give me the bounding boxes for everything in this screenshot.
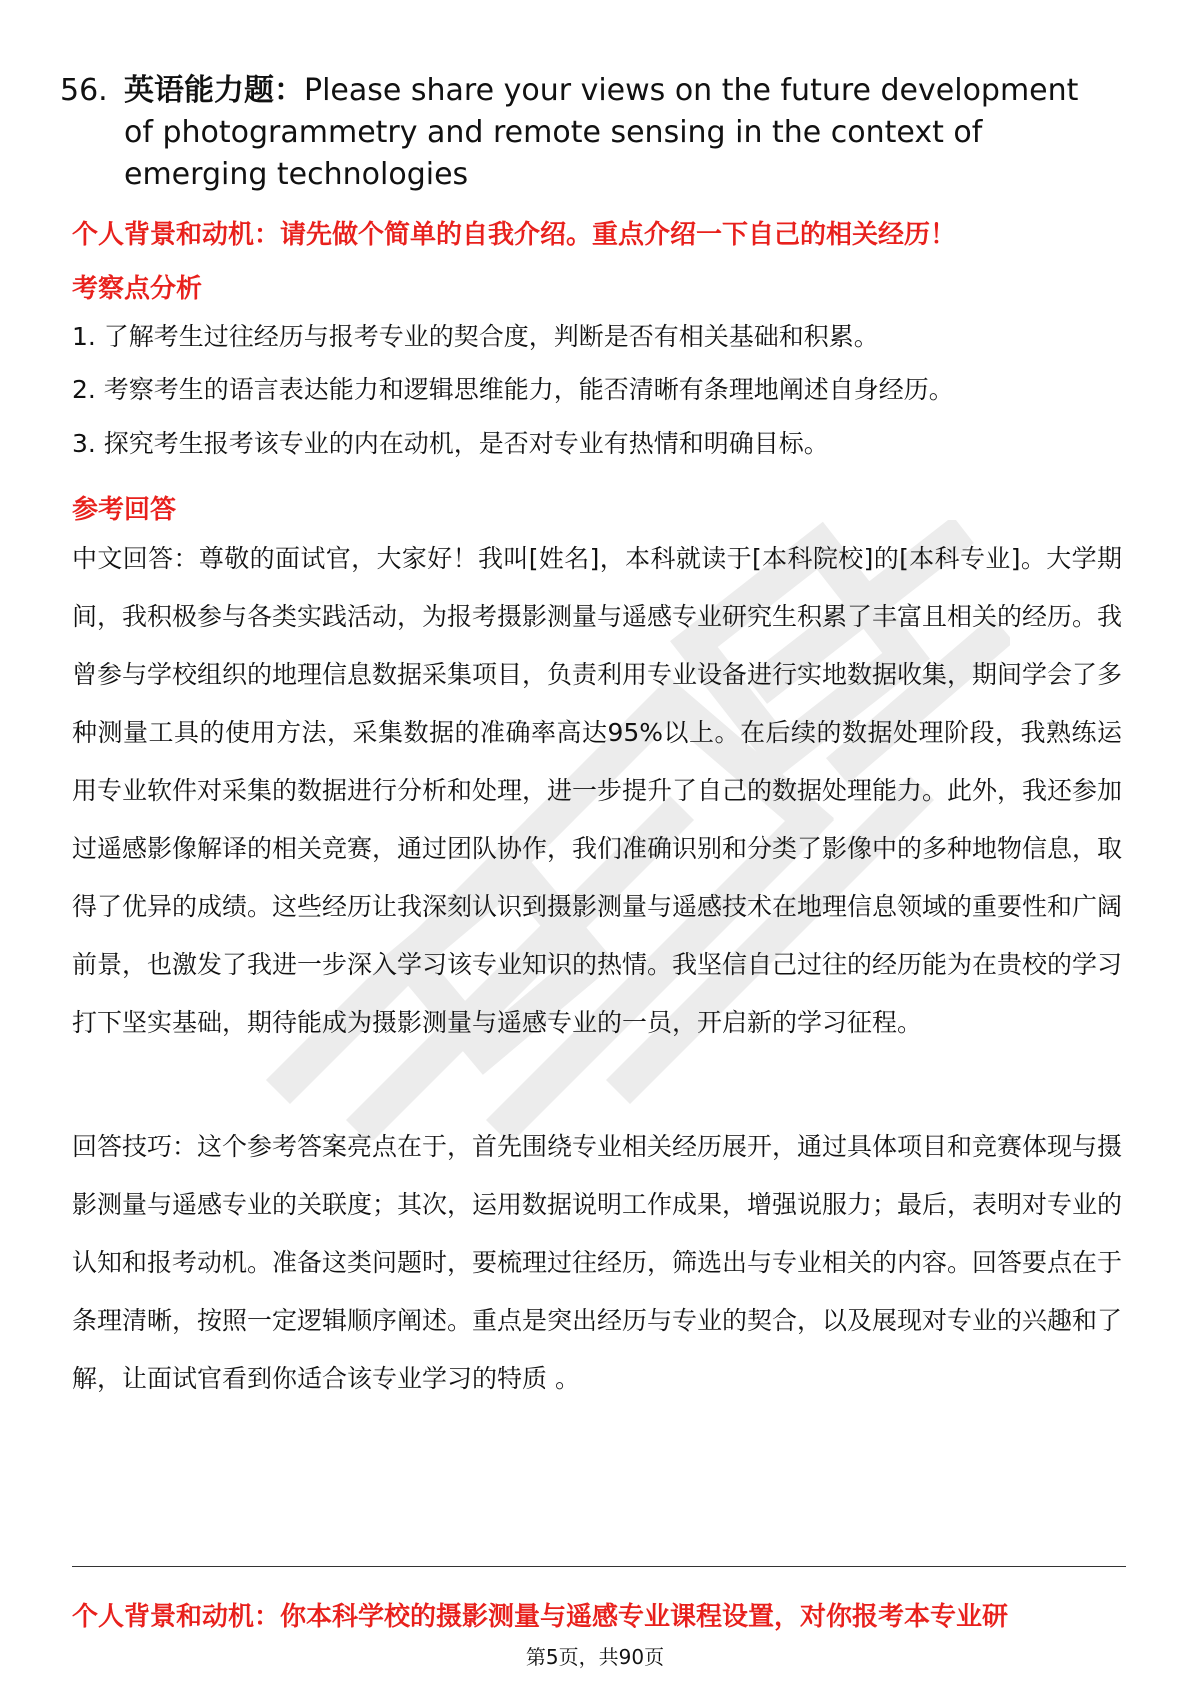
analysis-point: 1. 了解考生过往经历与报考专业的契合度，判断是否有相关基础和积累。 bbox=[72, 322, 879, 351]
question-type-label: 英语能力题： bbox=[124, 73, 304, 108]
question-text-block bbox=[124, 70, 1104, 196]
question-number: 56. bbox=[60, 73, 108, 108]
tips-paragraph: 回答技巧：这个参考答案亮点在于，首先围绕专业相关经历展开，通过具体项目和竞赛体现与摄影测量与遥感专业的关联度；其次，运用数据说明工作成果，增强说服力；最后，表明对专业的认知和报考动机。准备这类问题时，要梳理过往经历，筛选出与专业相关的内容。回答要点在于条理清晰，按照一定逻辑顺序阐述。重点是突出经历与专业的契合，以及展现对专业的兴趣和了解，让面试官看到你适合该专业学习的特质 。 bbox=[72, 1132, 1123, 1393]
analysis-heading: 考察点分析 bbox=[72, 274, 203, 304]
analysis-point: 2. 考察考生的语言表达能力和逻辑思维能力，能否清晰有条理地阐述自身经历。 bbox=[72, 375, 954, 404]
answer-heading: 参考回答 bbox=[72, 495, 177, 525]
question-text: Please share your views on the future development of photogrammetry and remote sensing in the context of emerging technologies bbox=[124, 73, 1079, 192]
section-heading: 个人背景和动机：请先做个简单的自我介绍。重点介绍一下自己的相关经历！ bbox=[72, 220, 957, 250]
analysis-point: 3. 探究考生报考该专业的内在动机，是否对专业有热情和明确目标。 bbox=[72, 429, 829, 458]
next-section-heading: 个人背景和动机：你本科学校的摄影测量与遥感专业课程设置，对你报考本专业研 bbox=[72, 1602, 1009, 1632]
answer-paragraph: 中文回答：尊敬的面试官，大家好！我叫[姓名]，本科就读于[本科院校]的[本科专业]。大学期间，我积极参与各类实践活动，为报考摄影测量与遥感专业研究生积累了丰富且相关的经历。我曾参与学校组织的地理信息数据采集项目，负责利用专业设备进行实地数据收集，期间学会了多种测量工具的使用方法，采集数据的准确率高达95%以上。在后续的数据处理阶段，我熟练运用专业软件对采集的数据进行分析和处理，进一步提升了自己的数据处理能力。此外，我还参加过遥感影像解译的相关竞赛，通过团队协作，我们准确识别和分类了影像中的多种地物信息，取得了优异的成绩。这些经历让我深刻认识到摄影测量与遥感技术在地理信息领域的重要性和广阔前景，也激发了我进一步深入学习该专业知识的热情。我坚信自己过往的经历能为在贵校的学习打下坚实基础，期待能成为摄影测量与遥感专业的一员，开启新的学习征程。 bbox=[72, 544, 1123, 1037]
page-number: 第5页，共90页 bbox=[525, 1645, 665, 1669]
section-divider bbox=[72, 1566, 1126, 1567]
